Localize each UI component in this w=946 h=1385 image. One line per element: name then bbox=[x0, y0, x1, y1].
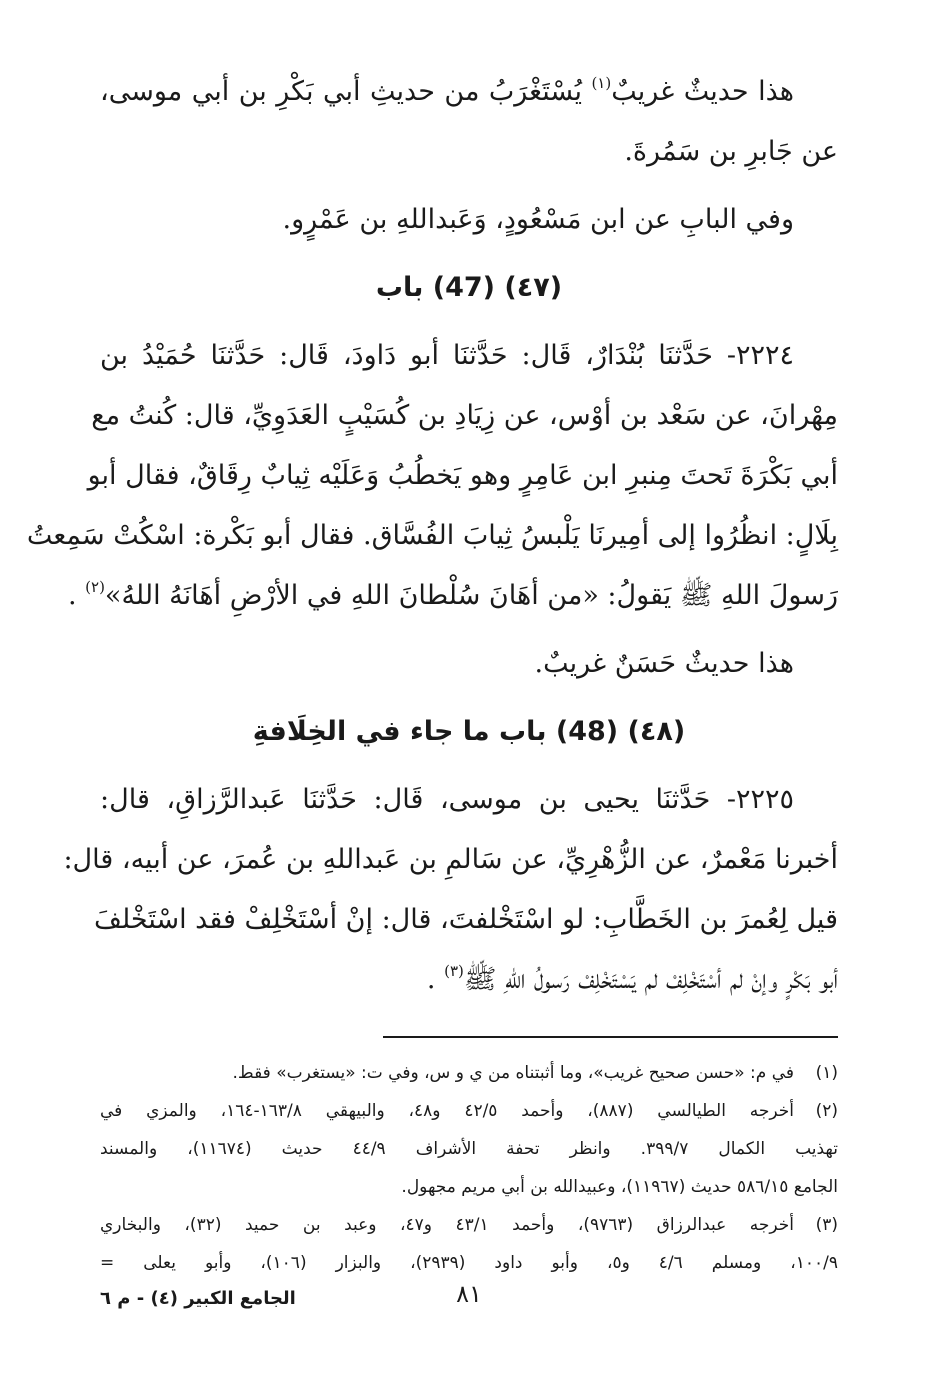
footnote-number: (٢) bbox=[815, 1101, 838, 1121]
footnote-2 bbox=[100, 1092, 838, 1206]
text-line: أبو بَكْرٍ وإنْ لم أسْتَخْلِفْ لم يَسْتَخْلِفْ رَسولُ اللهِ ﷺ$^{(٣)}$ . bbox=[426, 962, 838, 995]
footnote-1 bbox=[100, 1054, 838, 1092]
footnote-text: تهذيب الكمال ٣٩٩/٧. وانظر تحفة الأشراف ٤٤/٩ حديث (١١٦٧٤)، والمسند bbox=[100, 1139, 838, 1159]
text-line: مِهْرانَ، عن سَعْد بن أوْس، عن زِيَادِ بن كُسَيْبٍ العَدَوِيِّ، قال: كُنتُ مع bbox=[91, 400, 838, 431]
footnote-3 bbox=[100, 1206, 838, 1282]
text-line: قيل لِعُمرَ بن الخَطَّابِ: لو اسْتَخْلفتَ، قال: إنْ أسْتَخْلِفْ فقد اسْتَخْلفَ bbox=[94, 904, 838, 935]
text-line: بِلَالٍ: انظُرُوا إلى أمِيرنَا يَلْبسُ ثِيابَ الفُسَّاق. فقال أبو بَكْرة: اسْكُتْ سَمِعتُ bbox=[26, 520, 838, 551]
footnote-text: الجامع ٥٨٦/١٥ حديث (١١٩٦٧)، وعبيدالله بن أبي مريم مجهول. bbox=[401, 1177, 838, 1197]
text-line: عن جَابرِ بن سَمُرةَ. bbox=[624, 136, 838, 167]
footnote-text: أخرجه الطيالسي (٨٨٧)، وأحمد ٤٢/٥ و٤٨، والبيهقي ١٦٣/٨-١٦٤، والمزي في bbox=[100, 1101, 794, 1121]
footnotes bbox=[100, 1054, 838, 1282]
chapter-heading-47: (٤٧) (47) باب bbox=[375, 272, 563, 303]
page-footer bbox=[100, 1280, 838, 1320]
text-line: أبي بَكْرَةَ تَحتَ مِنبرِ ابن عَامِرٍ وهو يَخطُبُ وَعَلَيْه ثِيابٌ رِقَاقٌ، فقال أبو bbox=[87, 460, 838, 491]
footnote-number: (٣) bbox=[815, 1215, 838, 1235]
page-body bbox=[26, 62, 838, 1282]
footnote-text: ١٠٠/٩، ومسلم ٤/٦ و٥، وأبو داود (٢٩٣٩)، والبزار (١٠٦)، وأبو يعلى = bbox=[100, 1253, 838, 1273]
hadith-2225 bbox=[63, 770, 838, 1010]
text-line: ٢٢٢٥- حَدَّثنَا يحيى بن موسى، قَال: حَدَّثنَا عَبدالرَّزاقِ، قال: bbox=[100, 784, 794, 815]
hadith-2224 bbox=[26, 326, 838, 626]
footnote-ref[interactable]: (١) bbox=[591, 74, 612, 92]
book-signature: الجامع الكبير (٤) - م ٦ bbox=[100, 1288, 296, 1309]
text-line: رَسولَ اللهِ ﷺ يَقولُ: «من أهَانَ سُلْطانَ اللهِ في الأرْضِ أهَانَهُ اللهُ»$^{(٢)}$ . bbox=[67, 578, 838, 611]
text-line: هذا حديثٌ غريبٌ$^{(١)}$ يُسْتَغْرَبُ من حديثِ أبي بَكْرِ بن أبي موسى، bbox=[100, 74, 795, 107]
footnote-text: أخرجه عبدالرزاق (٩٧٦٣)، وأحمد ٤٣/١ و٤٧، وعبد بن حميد (٣٢)، والبخاري bbox=[100, 1215, 795, 1235]
footnote-ref[interactable]: (٢) bbox=[85, 578, 105, 596]
chapter-heading-48: (٤٨) (48) باب ما جاء في الخِلَافةِ bbox=[252, 716, 686, 747]
footnote-divider bbox=[383, 1036, 838, 1038]
footnote-number: (١) bbox=[815, 1063, 838, 1083]
text-line: أخبرنا مَعْمرٌ، عن الزُّهْرِيِّ، عن سَالمِ بن عَبداللهِ بن عُمرَ، عن أبيه، قال: bbox=[63, 844, 838, 875]
paragraph-hadith-grade: هذا حديثٌ حَسَنٌ غريبٌ. bbox=[534, 648, 794, 679]
text-line: ٢٢٢٤- حَدَّثنَا بُنْدَارٌ، قَال: حَدَّثنَا أبو دَاودَ، قَال: حَدَّثنَا حُمَيْدُ بن bbox=[100, 340, 794, 371]
footnote-ref[interactable]: (٣) bbox=[444, 962, 464, 980]
page-number: ٨١ bbox=[456, 1280, 482, 1308]
paragraph-bab-note: وفي البابِ عن ابن مَسْعُودٍ، وَعَبداللهِ بن عَمْرٍو. bbox=[282, 204, 794, 235]
paragraph-hadith-comment bbox=[100, 62, 838, 182]
footnote-text: في م: «حسن صحيح غريب»، وما أثبتناه من ي و س، وفي ت: «يستغرب» فقط. bbox=[232, 1063, 794, 1083]
